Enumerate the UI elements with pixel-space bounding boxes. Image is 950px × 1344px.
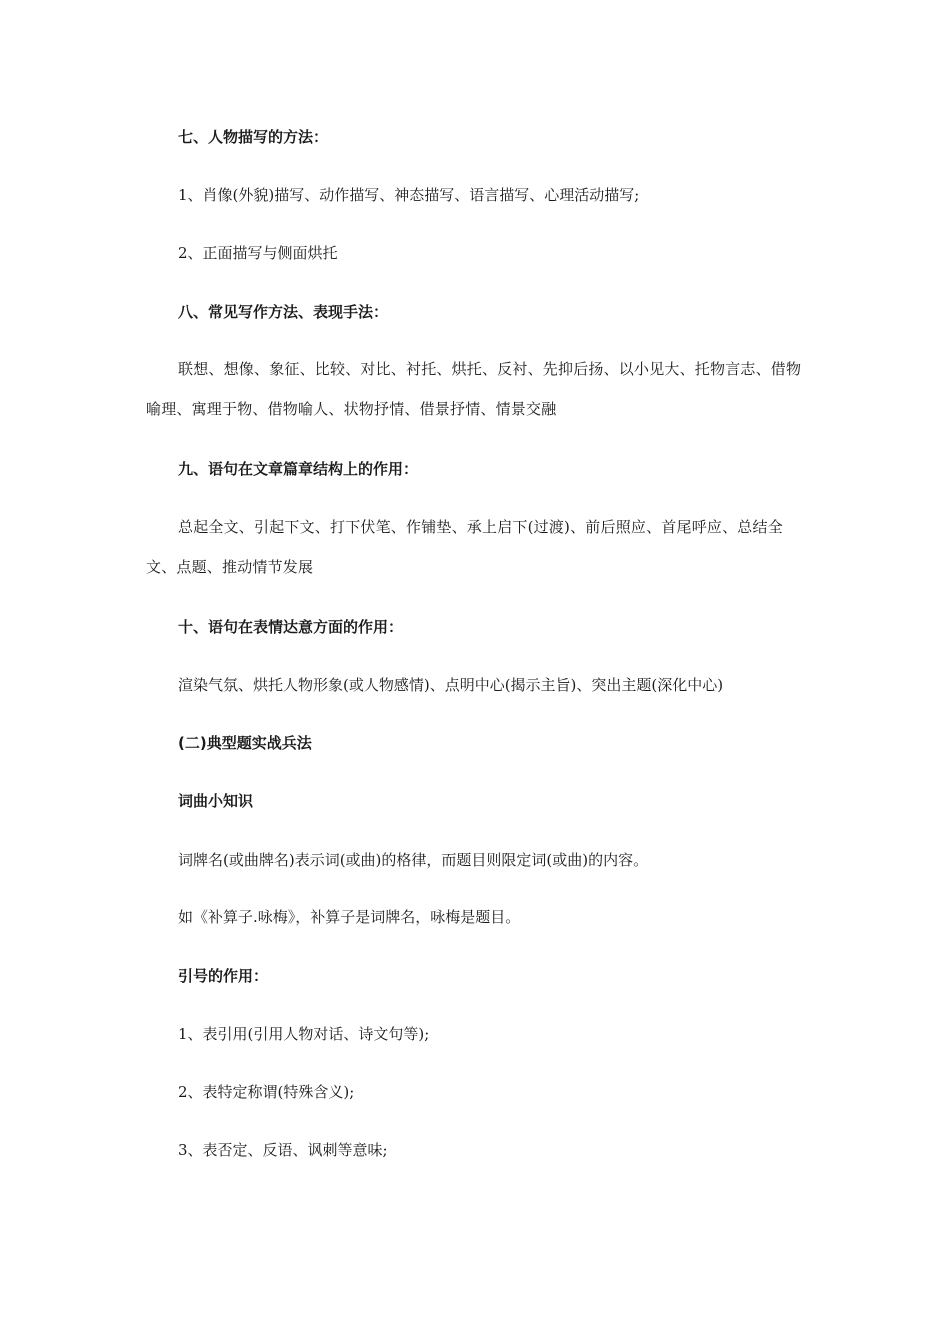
section9-heading: 九、语句在文章篇章结构上的作用： [178,460,419,478]
section7-item-1: 1、肖像(外貌)描写、动作描写、神态描写、语言描写、心理活动描写; [178,186,640,204]
section9-body: 总起全文、引起下文、打下伏笔、作铺垫、承上启下(过渡)、前后照应、首尾呼应、总结全文、点题、推动情节发展 [146,518,783,576]
quotes-item-3: 3、表否定、反语、讽刺等意味; [178,1141,388,1159]
quotes-item-1: 1、表引用(引用人物对话、诗文句等); [178,1025,430,1043]
section10-heading: 十、语句在表情达意方面的作用： [178,618,404,636]
quotes-heading: 引号的作用： [178,967,269,985]
section8-body: 联想、想像、象征、比较、对比、衬托、烘托、反衬、先抑后扬、以小见大、托物言志、借物喻理、寓理于物、借物喻人、状物抒情、借景抒情、情景交融 [146,360,802,418]
section7-item-2: 2、正面描写与侧面烘托 [178,244,338,262]
part2-heading: (二)典型题实战兵法 [178,734,312,752]
quotes-item-2: 2、表特定称谓(特殊含义); [178,1083,355,1101]
ciqu-line-1: 词牌名(或曲牌名)表示词(或曲)的格律，而题目则限定词(或曲)的内容。 [178,851,649,869]
ciqu-heading: 词曲小知识 [178,792,254,810]
section10-body: 渲染气氛、烘托人物形象(或人物感情)、点明中心(揭示主旨)、突出主题(深化中心) [178,676,724,694]
ciqu-line-2: 如《补算子.咏梅》，补算子是词牌名，咏梅是题目。 [178,908,521,926]
section7-heading: 七、人物描写的方法： [178,128,329,146]
section8-heading: 八、常见写作方法、表现手法： [178,303,389,321]
